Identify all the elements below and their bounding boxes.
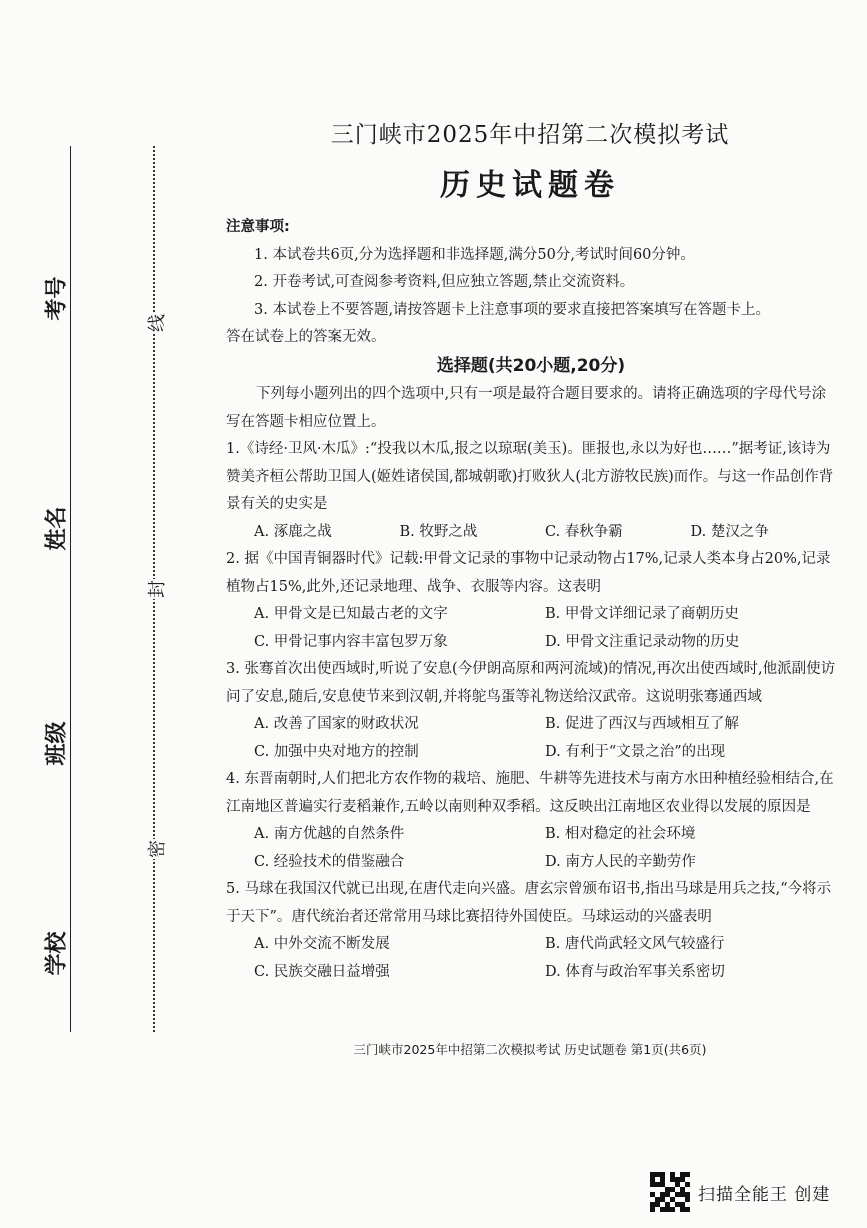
option-b: B. 唐代尚武轻文风气较盛行 (545, 936, 725, 952)
question-3: 3. 张骞首次出使西域时,听说了安息(今伊朗高原和两河流域)的情况,再次出使西域时,他派副使访问了安息,随后,安息使节来到汉朝,并将鸵鸟蛋等礼物送给汉武帝。这说明张骞通西域 (226, 661, 836, 705)
question-3-options (226, 711, 836, 766)
option-d: D. 甲骨文注重记录动物的历史 (545, 633, 740, 650)
qr-code-icon (650, 1172, 690, 1212)
label-class: 班级 (44, 721, 70, 766)
section-intro: 下列每小题列出的四个选项中,只有一项是最符合题目要求的。请将正确选项的字母代号涂写在答题卡相应位置上。 (226, 386, 827, 430)
option-b: B. 相对稳定的社会环境 (545, 826, 696, 842)
question-5-options (226, 931, 836, 986)
option-c: C. 民族交融日益增强 (254, 963, 390, 980)
option-a: A. 改善了国家的财政状况 (254, 716, 419, 732)
question-2: 2. 据《中国青铜器时代》记载:甲骨文记录的事物中记录动物占17%,记录人类本身占20%,记录植物占15%,此外,还记录地理、战争、衣服等内容。这表明 (226, 551, 831, 595)
label-name: 姓名 (44, 506, 70, 551)
exam-content (226, 214, 836, 986)
option-d: D. 体育与政治军事关系密切 (545, 963, 725, 980)
option-d: D. 南方人民的辛勤劳作 (545, 853, 696, 870)
notice-item: 1. 本试卷共6页,分为选择题和非选择题,满分50分,考试时间60分钟。 (254, 246, 695, 263)
mark-secret: 密 (143, 839, 165, 859)
scanner-watermark (650, 1172, 830, 1212)
question-1: 1.《诗经·卫风·木瓜》:“投我以木瓜,报之以琼琚(美玉)。匪报也,永以为好也……”据考证,该诗为赞美齐桓公帮助卫国人(姬姓诸侯国,都城朝歌)打败狄人(北方游牧民族)而作。与这一作品创作背景有关的史实是 (226, 441, 834, 512)
option-d: D. 楚汉之争 (690, 523, 769, 540)
option-b: B. 牧野之战 (399, 523, 478, 540)
notice-item: 3. 本试卷上不要答题,请按答题卡上注意事项的要求直接把答案填写在答题卡上。 (254, 301, 771, 318)
mark-line: 线 (143, 313, 165, 333)
option-c: C. 加强中央对地方的控制 (254, 743, 419, 760)
option-d: D. 有利于“文景之治”的出现 (545, 743, 726, 760)
option-c: C. 春秋争霸 (545, 523, 623, 540)
notice-item: 2. 开卷考试,可查阅参考资料,但应独立答题,禁止交流资料。 (254, 274, 635, 290)
notice-continuation: 答在试卷上的答案无效。 (226, 329, 386, 345)
option-c: C. 甲骨记事内容丰富包罗万象 (254, 633, 448, 650)
notice-heading: 注意事项: (226, 219, 290, 235)
question-4: 4. 东晋南朝时,人们把北方农作物的栽培、施肥、牛耕等先进技术与南方水田种植经验相结合,在江南地区普遍实行麦稻兼作,五岭以南则种双季稻。这反映出江南地区农业得以发展的原因是 (226, 771, 834, 815)
label-school: 学校 (44, 931, 70, 976)
section-title: 选择题(共20小题,20分) (436, 355, 626, 376)
page-footer: 三门峡市2025年中招第二次模拟考试 历史试题卷 第1页(共6页) (353, 1042, 707, 1057)
label-exam-number: 考号 (44, 276, 70, 321)
option-c: C. 经验技术的借鉴融合 (254, 853, 405, 870)
option-a: A. 甲骨文是已知最古老的文字 (254, 606, 448, 622)
option-a: A. 涿鹿之战 (254, 523, 332, 540)
option-b: B. 甲骨文详细记录了商朝历史 (545, 606, 739, 622)
mark-seal: 封 (143, 579, 165, 599)
option-a: A. 南方优越的自然条件 (254, 826, 405, 842)
option-b: B. 促进了西汉与西域相互了解 (545, 716, 739, 732)
binding-solid-line (70, 146, 71, 1032)
question-5: 5. 马球在我国汉代就已出现,在唐代走向兴盛。唐玄宗曾颁布诏书,指出马球是用兵之技,“今将示于天下”。唐代统治者还常常用马球比赛招待外国使臣。马球运动的兴盛表明 (226, 881, 832, 925)
binding-margin (0, 0, 200, 1228)
question-4-options (226, 821, 836, 876)
watermark-text: 扫描全能王 创建 (698, 1184, 831, 1205)
question-1-options (226, 519, 836, 547)
exam-title: 三门峡市2025年中招第二次模拟考试 (330, 122, 730, 148)
exam-subtitle: 历史试题卷 (440, 168, 620, 203)
option-a: A. 中外交流不断发展 (254, 936, 390, 952)
question-2-options (226, 601, 836, 656)
